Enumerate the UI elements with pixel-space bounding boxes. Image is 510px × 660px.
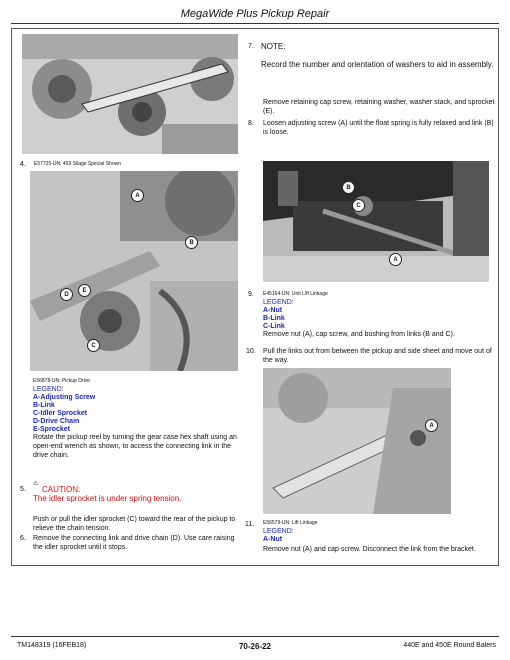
note-label: NOTE: xyxy=(261,42,286,51)
callout-c: C xyxy=(352,199,365,212)
photo-lift-linkage xyxy=(263,368,451,514)
step-11-number: 11. xyxy=(245,521,255,528)
callout-c: C xyxy=(87,339,100,352)
legend-item: A-Nut xyxy=(263,536,283,543)
step-9-text: Remove nut (A), cap screw, and bushing from links (B and C). xyxy=(263,331,455,338)
step-9-number: 9. xyxy=(248,291,254,298)
photo-gearcase-wrench xyxy=(22,34,238,154)
callout-a: A xyxy=(131,189,144,202)
step-10-number: 10. xyxy=(246,348,256,355)
legend-item: C-Idler Sprocket xyxy=(33,410,88,417)
photo2-caption: E56878-UN: Pickup Drive xyxy=(33,378,90,384)
legend-lift-linkage xyxy=(263,528,294,544)
footer-page-number: 70-26-22 xyxy=(238,642,272,651)
step-4-number: 4. xyxy=(20,161,26,168)
footer-rule xyxy=(11,636,499,637)
legend-heading: LEGEND: xyxy=(263,528,294,535)
photo-unit-lift-linkage xyxy=(263,161,489,282)
callout-a: A xyxy=(389,253,402,266)
step-8-text: Loosen adjusting screw (A) until the float spring is fully relaxed and link (B) is loose. xyxy=(263,120,494,136)
legend-item: E-Sprocket xyxy=(33,426,70,433)
callout-a: A xyxy=(425,419,438,432)
callout-d: D xyxy=(60,288,73,301)
legend-item: A-Adjusting Screw xyxy=(33,394,96,401)
caution-text: The idler sprocket is under spring tension. xyxy=(33,494,182,503)
footer-manual-title: 440E and 450E Round Balers xyxy=(403,642,496,649)
step-6-text: Remove the connecting link and drive chain (D). Use care raising the idler sprocket until it stops. xyxy=(33,535,235,551)
legend-heading: LEGEND: xyxy=(263,299,294,306)
step-8-number: 8. xyxy=(248,120,254,127)
photo4-caption: E56579-UN: Lift Linkage xyxy=(263,520,318,526)
step-6-number: 6. xyxy=(20,535,26,542)
step-10-text: Pull the links out from between the pickup and side sheet and move out of the way. xyxy=(263,348,492,364)
page-header: MegaWide Plus Pickup Repair xyxy=(180,8,330,20)
step-5-number: 5. xyxy=(20,486,26,493)
legend-item: C-Link xyxy=(263,323,285,330)
legend-pickup-drive xyxy=(33,386,95,434)
legend-item: A-Nut xyxy=(263,307,283,314)
caution-icon: ⚠ xyxy=(33,481,39,487)
push-instruction: Push or pull the idler sprocket (C) toward the rear of the pickup to relieve the chain tension. xyxy=(33,516,236,532)
photo3-caption: E45164-UN: Unit Lift Linkage xyxy=(263,291,328,297)
header-rule xyxy=(11,23,499,24)
caution-title: CAUTION: xyxy=(42,485,81,494)
remove-retaining-text: Remove retaining cap screw, retaining washer, washer stack, and sprocket (E). xyxy=(263,99,495,115)
photo1-caption: E57725-UN: 459 Silage Special Shown xyxy=(34,161,121,167)
callout-b: B xyxy=(342,181,355,194)
footer-tm-number: TM148319 (16FEB18) xyxy=(17,642,87,649)
legend-heading: LEGEND: xyxy=(33,386,64,393)
legend-unit-lift xyxy=(263,299,294,331)
legend-item: B-Link xyxy=(33,402,55,409)
step-11-text: Remove nut (A) and cap screw. Disconnect the link from the bracket. xyxy=(263,546,476,553)
note-text: Record the number and orientation of washers to aid in assembly. xyxy=(261,60,494,69)
rotate-instruction: Rotate the pickup reel by turning the gear case hex shaft using an open-end wrench as shown, to access the connecting link in the drive chain. xyxy=(33,434,237,459)
callout-e: E xyxy=(78,284,91,297)
legend-item: B-Link xyxy=(263,315,285,322)
callout-b: B xyxy=(185,236,198,249)
step-7-number: 7. xyxy=(248,43,254,50)
legend-item: D-Drive Chain xyxy=(33,418,80,425)
